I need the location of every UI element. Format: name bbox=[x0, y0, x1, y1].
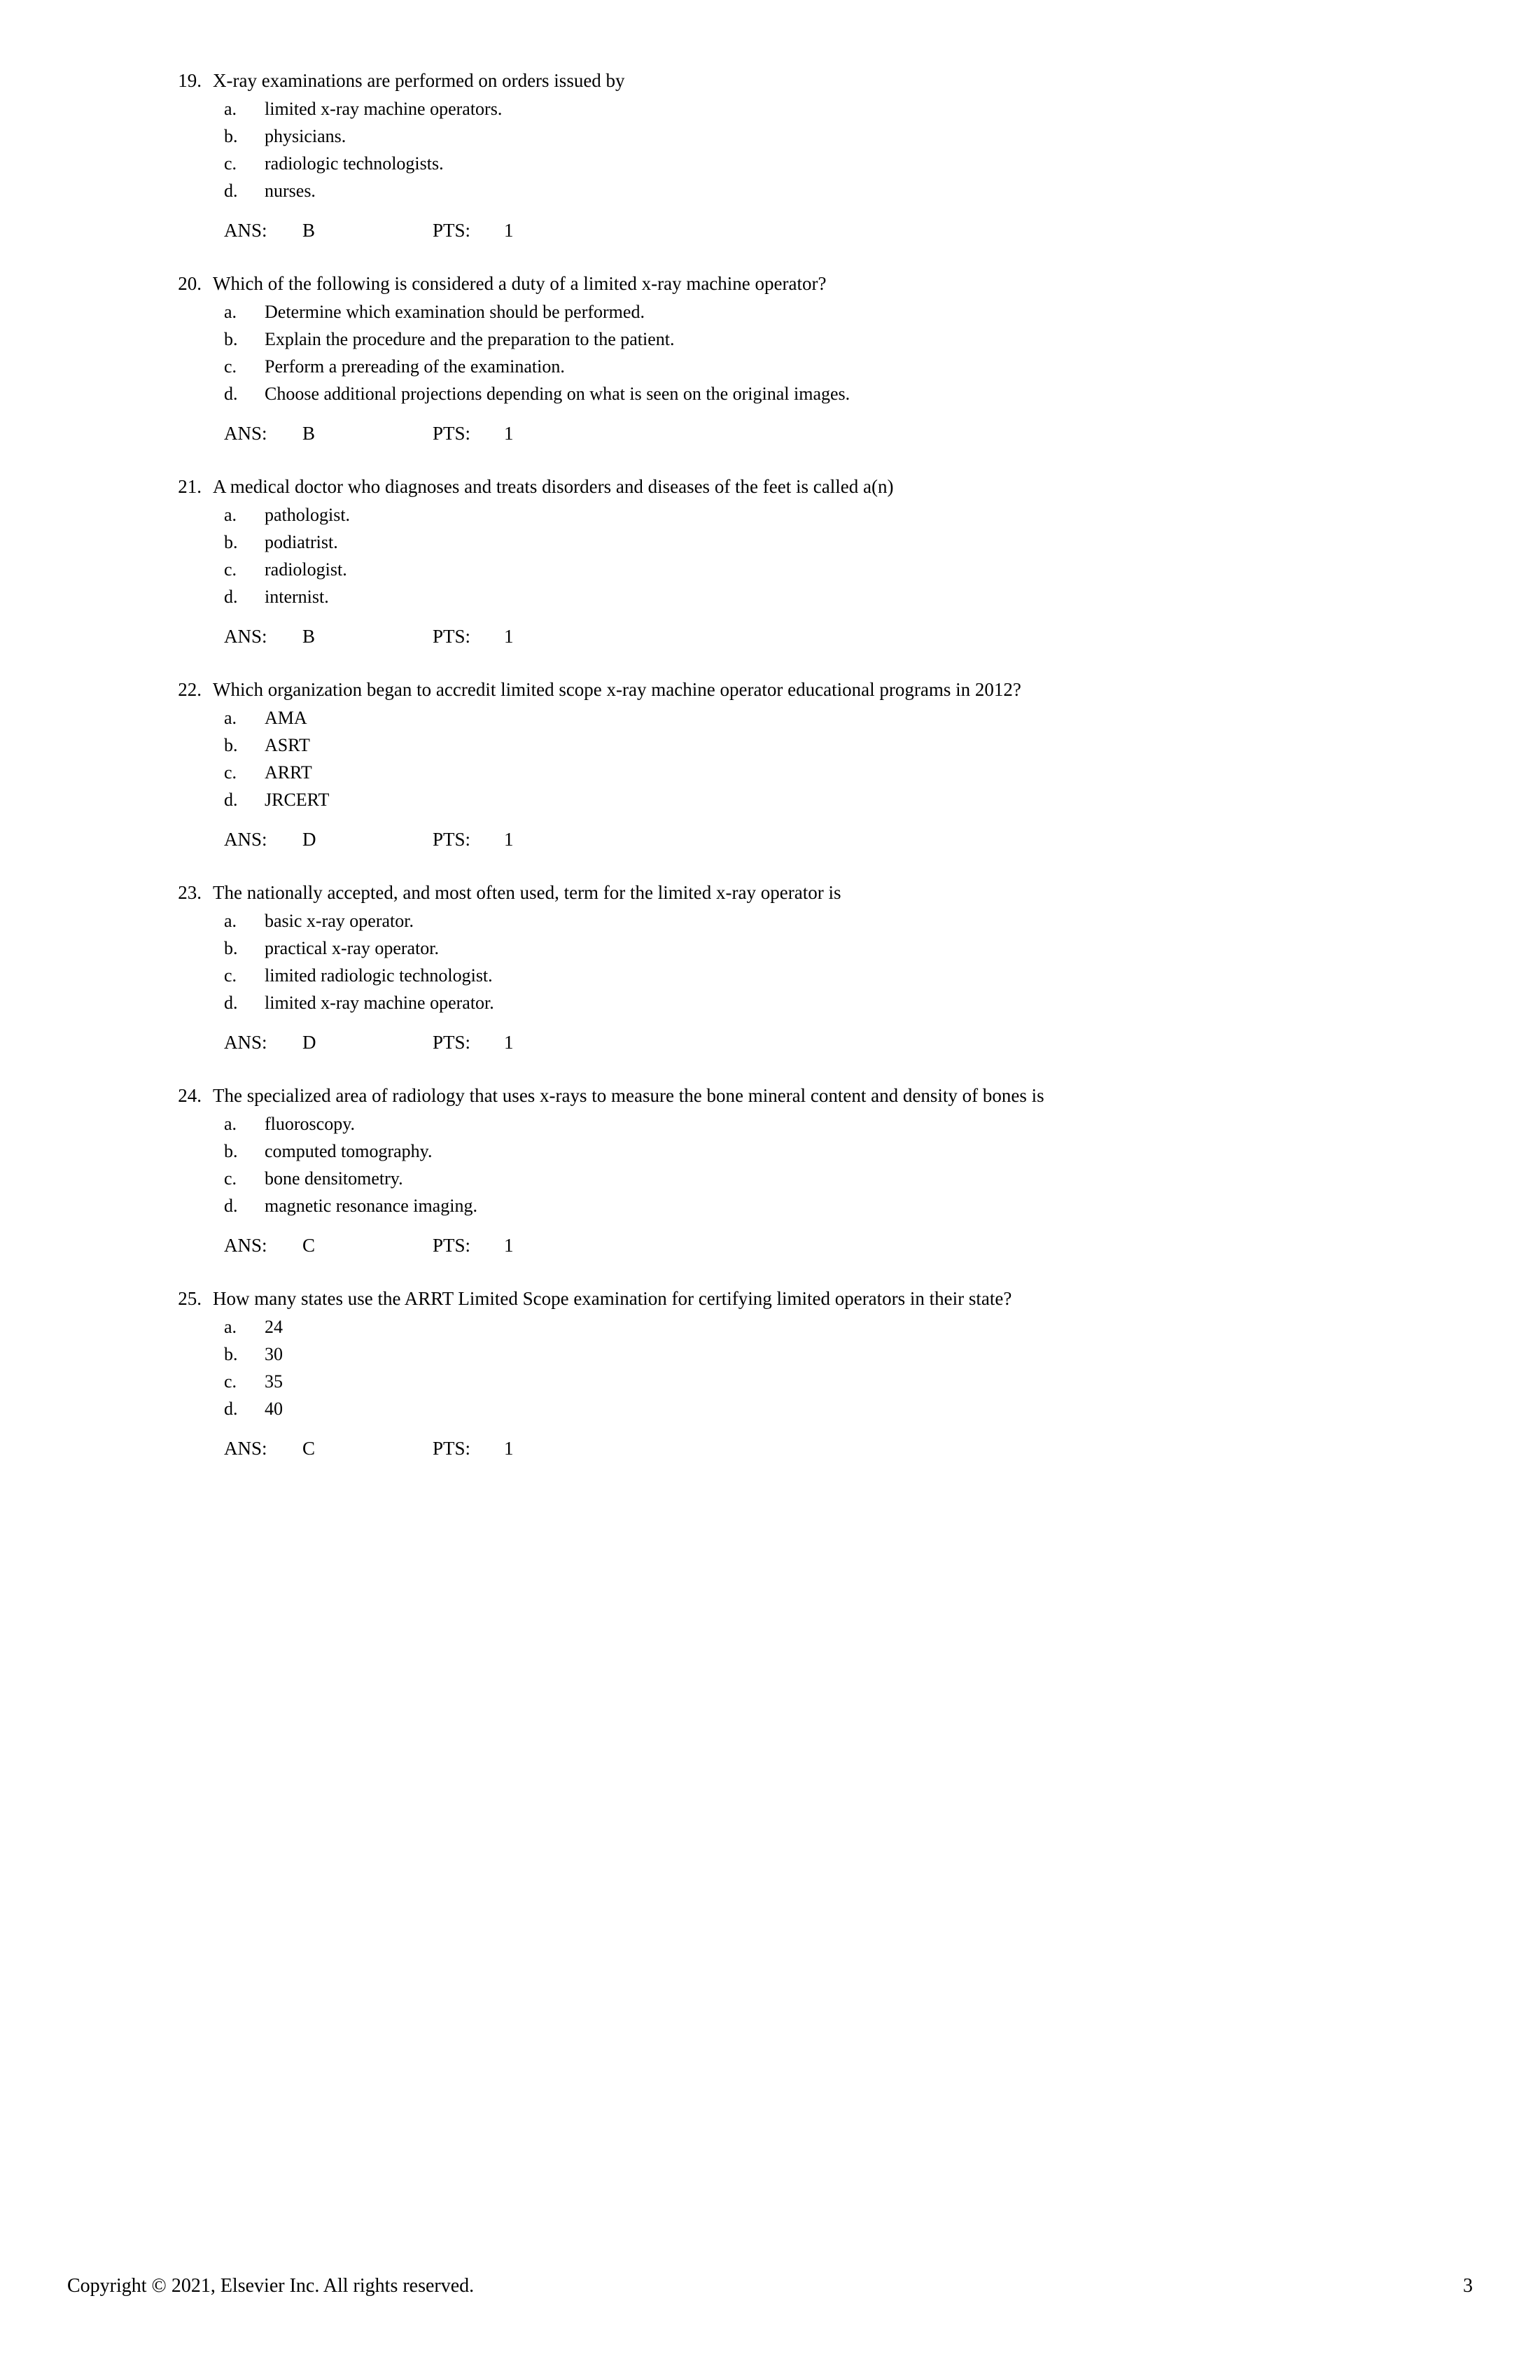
choice-text: pathologist. bbox=[265, 505, 351, 525]
points-value: 1 bbox=[504, 1438, 514, 1459]
choice-item[interactable] bbox=[224, 177, 1401, 204]
choice-item[interactable] bbox=[224, 353, 1401, 380]
question-list bbox=[162, 67, 1401, 1488]
answer-value: C bbox=[302, 1235, 316, 1256]
answer-label: ANS: bbox=[224, 220, 267, 241]
choice-item[interactable] bbox=[224, 150, 1401, 177]
footer-page-number: 3 bbox=[1463, 2275, 1473, 2297]
choice-list bbox=[224, 501, 1401, 610]
choice-list bbox=[224, 298, 1401, 407]
choice-letter: d. bbox=[224, 1399, 238, 1419]
choice-letter: b. bbox=[224, 1141, 238, 1161]
question-stem bbox=[162, 879, 1401, 906]
choice-text: basic x-ray operator. bbox=[265, 911, 414, 931]
choice-item[interactable] bbox=[224, 1138, 1401, 1165]
choice-letter: d. bbox=[224, 181, 238, 201]
choice-text: computed tomography. bbox=[265, 1141, 433, 1161]
choice-letter: c. bbox=[224, 1168, 237, 1189]
choice-item[interactable] bbox=[224, 704, 1401, 732]
choice-text: radiologist. bbox=[265, 559, 347, 580]
points-label: PTS: bbox=[433, 626, 471, 647]
question-text: Which of the following is considered a duty of a limited x-ray machine operator? bbox=[213, 273, 827, 294]
answer-row bbox=[224, 218, 1401, 242]
question-text: Which organization began to accredit limited scope x-ray machine operator educational programs in 2012? bbox=[213, 679, 1021, 700]
choice-letter: d. bbox=[224, 384, 238, 404]
choice-item[interactable] bbox=[224, 1110, 1401, 1138]
answer-value: B bbox=[302, 626, 316, 647]
choice-item[interactable] bbox=[224, 989, 1401, 1016]
choice-text: JRCERT bbox=[265, 790, 330, 810]
points-value: 1 bbox=[504, 1235, 514, 1256]
choice-text: physicians. bbox=[265, 126, 346, 146]
choice-letter: a. bbox=[224, 1317, 237, 1337]
page-footer bbox=[67, 2275, 1473, 2297]
question-block bbox=[162, 473, 1401, 648]
answer-value: C bbox=[302, 1438, 316, 1459]
choice-letter: d. bbox=[224, 790, 238, 810]
answer-row bbox=[224, 421, 1401, 445]
choice-list bbox=[224, 1313, 1401, 1422]
choice-letter: b. bbox=[224, 329, 238, 349]
question-number: 20. bbox=[178, 273, 202, 294]
choice-item[interactable] bbox=[224, 556, 1401, 583]
choice-item[interactable] bbox=[224, 298, 1401, 326]
choice-letter: b. bbox=[224, 1344, 238, 1364]
choice-item[interactable] bbox=[224, 1368, 1401, 1395]
points-label: PTS: bbox=[433, 1032, 471, 1053]
answer-value: D bbox=[302, 829, 316, 850]
points-value: 1 bbox=[504, 1032, 514, 1053]
question-number: 19. bbox=[178, 70, 202, 91]
question-text: X-ray examinations are performed on orders issued by bbox=[213, 70, 625, 91]
choice-text: Choose additional projections depending on what is seen on the original images. bbox=[265, 384, 850, 404]
choice-text: 24 bbox=[265, 1317, 283, 1337]
points-value: 1 bbox=[504, 829, 514, 850]
choice-text: bone densitometry. bbox=[265, 1168, 403, 1189]
points-label: PTS: bbox=[433, 1438, 471, 1459]
answer-value: D bbox=[302, 1032, 316, 1053]
choice-text: limited radiologic technologist. bbox=[265, 965, 493, 986]
choice-item[interactable] bbox=[224, 786, 1401, 813]
question-stem bbox=[162, 676, 1401, 703]
points-label: PTS: bbox=[433, 220, 471, 241]
choice-list bbox=[224, 1110, 1401, 1219]
answer-row bbox=[224, 827, 1401, 851]
choice-item[interactable] bbox=[224, 907, 1401, 934]
question-block bbox=[162, 676, 1401, 851]
choice-letter: d. bbox=[224, 993, 238, 1013]
choice-letter: c. bbox=[224, 153, 237, 174]
question-number: 22. bbox=[178, 679, 202, 700]
choice-item[interactable] bbox=[224, 1313, 1401, 1340]
choice-list bbox=[224, 907, 1401, 1016]
choice-item[interactable] bbox=[224, 1165, 1401, 1192]
choice-letter: b. bbox=[224, 938, 238, 958]
question-block bbox=[162, 270, 1401, 445]
choice-text: Determine which examination should be performed. bbox=[265, 302, 645, 322]
footer-copyright: Copyright © 2021, Elsevier Inc. All rights reserved. bbox=[67, 2275, 475, 2297]
choice-text: Perform a prereading of the examination. bbox=[265, 356, 565, 377]
choice-item[interactable] bbox=[224, 759, 1401, 786]
answer-value: B bbox=[302, 220, 316, 241]
question-number: 24. bbox=[178, 1085, 202, 1106]
choice-text: 30 bbox=[265, 1344, 283, 1364]
choice-letter: a. bbox=[224, 302, 237, 322]
question-block bbox=[162, 1285, 1401, 1460]
answer-row bbox=[224, 1030, 1401, 1054]
choice-letter: c. bbox=[224, 1371, 237, 1392]
choice-letter: b. bbox=[224, 532, 238, 552]
choice-text: limited x-ray machine operators. bbox=[265, 99, 503, 119]
choice-item[interactable] bbox=[224, 962, 1401, 989]
choice-list bbox=[224, 704, 1401, 813]
choice-item[interactable] bbox=[224, 95, 1401, 122]
answer-value: B bbox=[302, 423, 316, 444]
question-block bbox=[162, 1082, 1401, 1257]
points-value: 1 bbox=[504, 626, 514, 647]
points-value: 1 bbox=[504, 423, 514, 444]
choice-text: ARRT bbox=[265, 762, 312, 783]
answer-label: ANS: bbox=[224, 626, 267, 647]
question-number: 25. bbox=[178, 1288, 202, 1309]
question-text: The specialized area of radiology that uses x-rays to measure the bone mineral content and density of bones is bbox=[213, 1085, 1044, 1106]
choice-text: radiologic technologists. bbox=[265, 153, 444, 174]
choice-text: AMA bbox=[265, 708, 307, 728]
choice-text: internist. bbox=[265, 587, 329, 607]
question-stem bbox=[162, 67, 1401, 94]
choice-item[interactable] bbox=[224, 1192, 1401, 1219]
choice-letter: c. bbox=[224, 965, 237, 986]
points-label: PTS: bbox=[433, 829, 471, 850]
choice-item[interactable] bbox=[224, 1395, 1401, 1422]
question-text: The nationally accepted, and most often used, term for the limited x-ray operator is bbox=[213, 882, 841, 903]
choice-text: limited x-ray machine operator. bbox=[265, 993, 494, 1013]
choice-letter: d. bbox=[224, 1196, 238, 1216]
choice-item[interactable] bbox=[224, 732, 1401, 759]
choice-letter: c. bbox=[224, 559, 237, 580]
choice-letter: d. bbox=[224, 587, 238, 607]
answer-label: ANS: bbox=[224, 1235, 267, 1256]
choice-item[interactable] bbox=[224, 501, 1401, 528]
points-value: 1 bbox=[504, 220, 514, 241]
choice-letter: a. bbox=[224, 708, 237, 728]
choice-text: 40 bbox=[265, 1399, 283, 1419]
question-block bbox=[162, 67, 1401, 242]
question-block bbox=[162, 879, 1401, 1054]
question-stem bbox=[162, 473, 1401, 500]
choice-item[interactable] bbox=[224, 326, 1401, 353]
choice-text: practical x-ray operator. bbox=[265, 938, 440, 958]
choice-letter: a. bbox=[224, 99, 237, 119]
answer-label: ANS: bbox=[224, 1438, 267, 1459]
choice-text: Explain the procedure and the preparation to the patient. bbox=[265, 329, 675, 349]
choice-text: nurses. bbox=[265, 181, 316, 201]
choice-item[interactable] bbox=[224, 528, 1401, 556]
answer-label: ANS: bbox=[224, 423, 267, 444]
choice-letter: c. bbox=[224, 356, 237, 377]
choice-letter: a. bbox=[224, 1114, 237, 1134]
question-number: 23. bbox=[178, 882, 202, 903]
choice-list bbox=[224, 95, 1401, 204]
answer-row bbox=[224, 1233, 1401, 1257]
choice-letter: a. bbox=[224, 911, 237, 931]
choice-item[interactable] bbox=[224, 583, 1401, 610]
question-stem bbox=[162, 270, 1401, 297]
choice-text: ASRT bbox=[265, 735, 310, 755]
question-stem bbox=[162, 1285, 1401, 1312]
choice-item[interactable] bbox=[224, 934, 1401, 962]
answer-row bbox=[224, 1436, 1401, 1460]
choice-text: fluoroscopy. bbox=[265, 1114, 356, 1134]
answer-row bbox=[224, 624, 1401, 648]
choice-letter: c. bbox=[224, 762, 237, 783]
answer-label: ANS: bbox=[224, 829, 267, 850]
choice-item[interactable] bbox=[224, 1340, 1401, 1368]
choice-item[interactable] bbox=[224, 380, 1401, 407]
question-stem bbox=[162, 1082, 1401, 1109]
choice-item[interactable] bbox=[224, 122, 1401, 150]
points-label: PTS: bbox=[433, 1235, 471, 1256]
answer-label: ANS: bbox=[224, 1032, 267, 1053]
choice-letter: a. bbox=[224, 505, 237, 525]
question-text: A medical doctor who diagnoses and treats disorders and diseases of the feet is called a(n) bbox=[213, 476, 894, 497]
question-text: How many states use the ARRT Limited Scope examination for certifying limited operators in their state? bbox=[213, 1288, 1012, 1309]
choice-letter: b. bbox=[224, 126, 238, 146]
choice-text: podiatrist. bbox=[265, 532, 338, 552]
question-number: 21. bbox=[178, 476, 202, 497]
choice-letter: b. bbox=[224, 735, 238, 755]
points-label: PTS: bbox=[433, 423, 471, 444]
choice-text: 35 bbox=[265, 1371, 283, 1392]
choice-text: magnetic resonance imaging. bbox=[265, 1196, 477, 1216]
